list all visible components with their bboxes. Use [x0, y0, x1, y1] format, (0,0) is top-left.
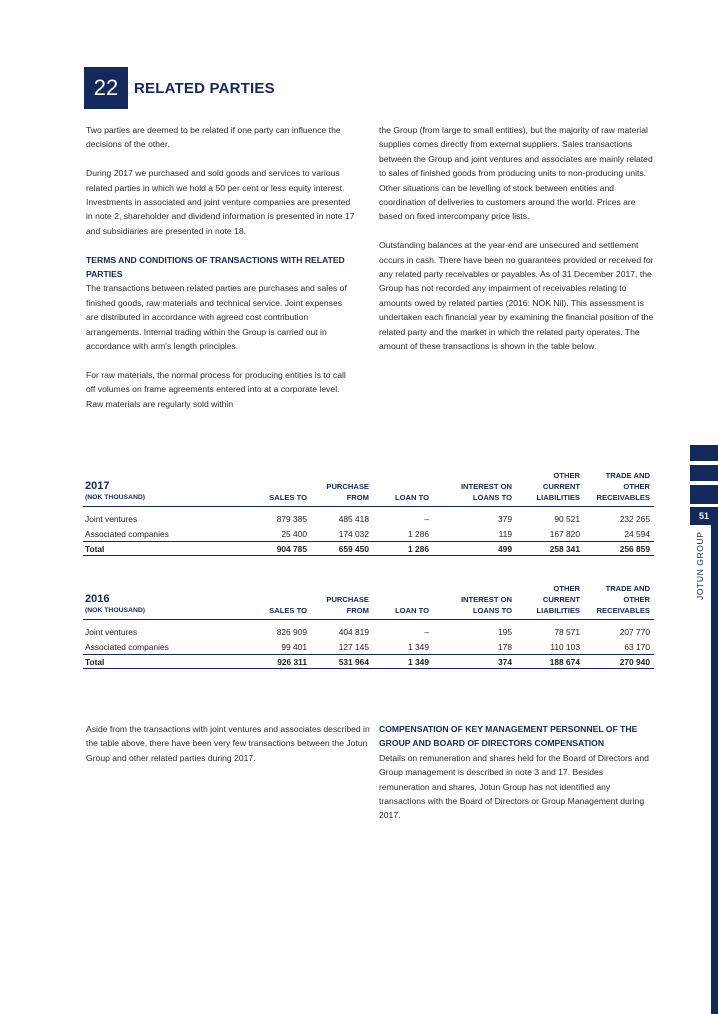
col-header-purchase-from: FROM — [311, 605, 373, 620]
col-header-interest: INTEREST ON — [460, 595, 512, 604]
paragraph: For raw materials, the normal process for producing entities is to call off volumes on frame agreements entered into at a corporate level. Raw materials are regularly sold within — [86, 369, 346, 409]
table-row: Joint ventures 826 909 404 819 – 195 78 571 207 770 — [85, 627, 650, 638]
col-header-trade: TRADE AND OTHER — [605, 471, 650, 491]
table-row: Joint ventures 879 385 485 418 – 379 90 521 232 265 — [85, 514, 650, 525]
paragraph: Two parties are deemed to be related if one party can influence the decisions of the other. — [86, 125, 341, 150]
col-header-other: OTHER CURRENT — [542, 584, 580, 604]
col-header-loan-to: LOAN TO — [373, 605, 433, 620]
col-header-trade: TRADE AND OTHER — [605, 584, 650, 604]
table-unit: (NOK THOUSAND) — [83, 605, 251, 620]
page-number: 51 — [690, 507, 718, 525]
col-header-purchase: PURCHASE — [326, 595, 369, 604]
bottom-right-column — [379, 722, 655, 823]
paragraph: Details on remuneration and shares held for the Board of Directors and Group management is described in note 3 and 17. Besides remuneration and shares, Jotun Group has not identified any transactions with the Board of Directors or Group Management during 2017. — [379, 752, 649, 821]
col-header-other: OTHER CURRENT — [542, 471, 580, 491]
col-header-loan-to: LOAN TO — [373, 492, 433, 507]
subheading: COMPENSATION OF KEY MANAGEMENT PERSONNEL OF THE GROUP AND BOARD OF DIRECTORS COMPENSATION — [379, 724, 638, 749]
col-header-sales-to: SALES TO — [251, 605, 311, 620]
table-year: 2017 — [85, 480, 110, 492]
left-column — [86, 123, 356, 411]
side-bar — [711, 525, 718, 1014]
table-total-row: Total 904 785 659 450 1 286 499 258 341 256 859 — [83, 542, 654, 556]
col-header-purchase: PURCHASE — [326, 482, 369, 491]
paragraph: Outstanding balances at the year-end are unsecured and settlement occurs in cash. There have been no guarantees provided or received for any related party receivables or payables. As of 31 December 2017, the Group has not recorded any impairment of receivables relating to amounts owed by related parties (2016: NOK Nil). This assessment is undertaken each financial year by examining the financial position of the related party and the market in which the related party operates. The amount of these transactions is shown in the table below. — [379, 240, 654, 352]
section-tab — [690, 485, 718, 504]
col-header-purchase-from: FROM — [311, 492, 373, 507]
paragraph: During 2017 we purchased and sold goods and services to various related parties in which we hold a 50 per cent or less equity interest. Investments in associated and joint venture companies are presented in note 2, shareholder and dividend information is presented in note 17 and subsidiaries are presented in note 18. — [86, 168, 355, 236]
right-column — [379, 123, 655, 353]
section-title: RELATED PARTIES — [134, 80, 275, 97]
note-number-badge: 22 — [84, 67, 128, 109]
col-header-interest: INTEREST ON — [460, 482, 512, 491]
section-tab — [690, 465, 718, 481]
section-tab — [690, 445, 718, 461]
related-parties-table-2016 — [83, 583, 654, 669]
bottom-left-column — [86, 722, 376, 765]
related-parties-table-2017 — [83, 470, 654, 556]
paragraph: the Group (from large to small entities), but the majority of raw material supplies comes directly from external suppliers. Sales transactions between the Group and joint ventures and associates are mainly related to sales of finished goods from producing units to non-producing units. Other situations can be levelling of stock between entities and coordination of deliveries to customers around the world. Prices are based on fixed intercompany price lists. — [379, 125, 653, 222]
side-label: JOTUN GROUP — [695, 531, 705, 600]
table-total-row: Total 926 311 531 964 1 349 374 188 674 270 940 — [83, 655, 654, 669]
table-row: Associated companies 99 401 127 145 1 349 178 110 103 63 170 — [85, 641, 650, 652]
paragraph: Aside from the transactions with joint ventures and associates described in the table above, there have been very few transactions between the Jotun Group and other related parties during 2017. — [86, 724, 370, 763]
table-year: 2016 — [85, 593, 110, 605]
col-header-sales-to: SALES TO — [251, 492, 311, 507]
col-header-liabilities: LIABILITIES — [516, 605, 584, 620]
col-header-liabilities: LIABILITIES — [516, 492, 584, 507]
col-header-loans-to: LOANS TO — [433, 605, 516, 620]
col-header-loans-to: LOANS TO — [433, 492, 516, 507]
table-unit: (NOK THOUSAND) — [83, 492, 251, 507]
subheading: TERMS AND CONDITIONS OF TRANSACTIONS WITH RELATED PARTIES — [86, 254, 345, 280]
table-row: Associated companies 25 400 174 032 1 286 119 167 820 24 594 — [85, 528, 650, 539]
col-header-receivables: RECEIVABLES — [584, 492, 654, 507]
col-header-receivables: RECEIVABLES — [584, 605, 654, 620]
paragraph: The transactions between related parties are purchases and sales of finished goods, raw materials and technical service. Joint expenses are distributed in accordance with agreed cost contribution arrangements. Internal trading within the Group is carried out in accordance with arm's length principles. — [86, 283, 347, 352]
